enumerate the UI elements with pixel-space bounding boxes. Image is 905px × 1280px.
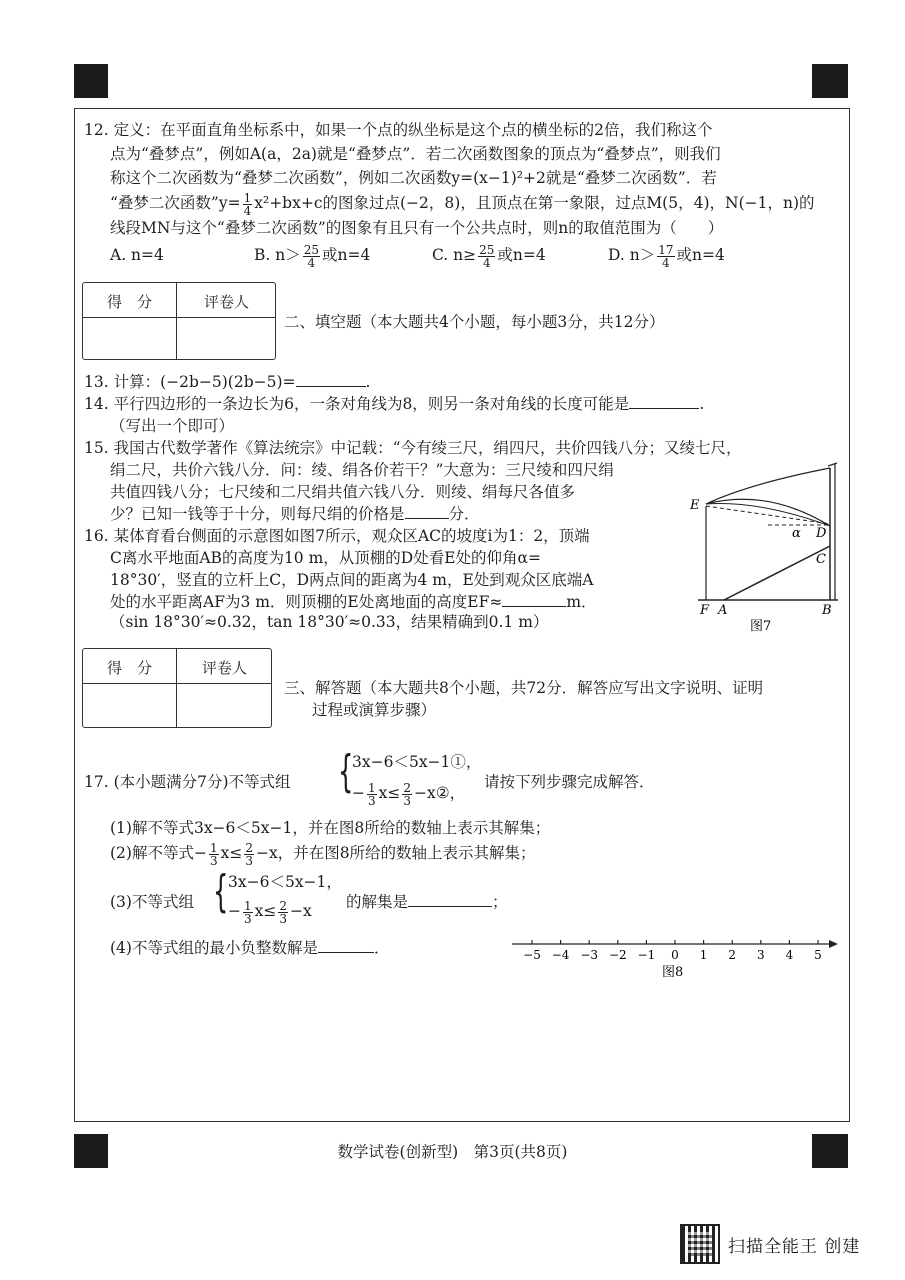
- option-b: [254, 240, 432, 270]
- q17-part3-post: [346, 892, 508, 912]
- option-b-post: 或n=4: [322, 246, 371, 264]
- qr-code-icon: [680, 1224, 720, 1264]
- fraction-denominator: 3: [403, 793, 412, 808]
- q12-line4: [110, 188, 815, 218]
- fraction-denominator: 3: [279, 911, 288, 926]
- arrow-icon: [829, 940, 838, 948]
- roof-lower-edge: [706, 503, 830, 526]
- q12-line4-pre: “叠梦二次函数”y=: [110, 194, 241, 212]
- fraction-denominator: 4: [243, 203, 252, 218]
- fraction-numerator: 2: [245, 840, 253, 855]
- fraction: [244, 842, 254, 867]
- fraction-denominator: 3: [368, 793, 376, 808]
- system-end: −x: [290, 902, 312, 920]
- option-a: A. n=4: [110, 246, 164, 264]
- option-d-post: 或n=4: [676, 246, 725, 264]
- label-E: E: [690, 498, 700, 513]
- stand-slope-AC: [724, 546, 830, 600]
- fraction-numerator: 2: [279, 898, 288, 913]
- tick-label: 4: [785, 948, 794, 962]
- q16-line2: C离水平地面AB的高度为10 m，从顶棚的D处看E处的仰角α=: [110, 549, 541, 567]
- pole-top-cap: [828, 463, 837, 466]
- fraction-numerator: 17: [658, 242, 674, 257]
- score-label: 得 分: [106, 659, 152, 677]
- tick-label: −2: [608, 948, 627, 962]
- q16-line4-pre: 处的水平距离AF为3 m．则顶棚的E处离地面的高度EF≈: [110, 593, 503, 611]
- fraction: [657, 244, 674, 269]
- q14-text: 14. 平行四边形的一条边长为6，一条对角线为8，则另一条对角线的长度可能是: [84, 395, 630, 413]
- registration-mark-top-left: [74, 64, 108, 98]
- fraction-denominator: 4: [482, 255, 491, 270]
- q17-intro: 17. (本小题满分7分)不等式组: [84, 773, 291, 791]
- part3-post: 的解集是: [346, 893, 409, 911]
- tick-label: −3: [580, 948, 599, 962]
- tick-label: 5: [814, 948, 822, 962]
- q17-system-line1: 3x−6＜5x−1①，: [352, 753, 482, 771]
- part4-text: (4)不等式组的最小负整数解是: [110, 939, 318, 957]
- answer-blank[interactable]: [502, 592, 566, 607]
- fraction: [278, 900, 288, 925]
- fraction: [243, 192, 253, 217]
- option-d: [608, 242, 725, 270]
- q17-instruction: 请按下列步骤完成解答．: [484, 773, 655, 791]
- figure-7: [688, 458, 848, 658]
- tick-label: 3: [756, 948, 765, 962]
- answer-blank[interactable]: [318, 938, 374, 953]
- fraction: [303, 244, 320, 269]
- option-b-pre: B. n＞: [254, 246, 301, 264]
- q15-line4-pre: 少？已知一钱等于十分，则每尺绢的价格是: [110, 505, 405, 523]
- label-alpha: α: [792, 526, 801, 541]
- q16-line5: （sin 18°30′≈0.32，tan 18°30′≈0.33，结果精确到0.1 m）: [110, 613, 549, 631]
- q12-line5: 线段MN与这个“叠梦二次函数”的图象有且只有一个公共点时，则n的取值范围为（ ）: [110, 219, 724, 237]
- fraction: [402, 782, 412, 807]
- tick-label: −4: [551, 948, 570, 962]
- fraction-denominator: 4: [662, 255, 670, 270]
- score-box: [82, 282, 276, 360]
- qr-pattern: [688, 1232, 712, 1256]
- tick-label: 2: [728, 948, 737, 962]
- fraction: [367, 782, 377, 807]
- part4-end: ．: [373, 939, 390, 957]
- label-C: C: [816, 552, 826, 567]
- score-box: [82, 648, 272, 728]
- part2-pre: (2)解不等式−: [110, 844, 207, 862]
- answer-blank[interactable]: [296, 372, 366, 387]
- label-F: F: [700, 603, 710, 618]
- fraction-numerator: 1: [244, 898, 252, 913]
- q16-line1: 16. 某体育看台侧面的示意图如图7所示，观众区AC的坡度i为1：2，顶端: [84, 527, 590, 545]
- q13-text: 13. 计算：(−2b−5)(2b−5)=: [84, 373, 296, 391]
- tick-label: −5: [523, 948, 541, 962]
- part2-post: −x，并在图8所给的数轴上表示其解集；: [255, 844, 536, 862]
- score-box-divider: [176, 283, 177, 359]
- q17-part3-pre: (3)不等式组: [110, 893, 194, 911]
- q15-line1: 15. 我国古代数学著作《算法统宗》中记载：“今有绫三尺，绢四尺，共价四钱八分；又绫七尺，: [84, 439, 742, 457]
- q17-part3-system-line1: 3x−6＜5x−1，: [228, 873, 342, 891]
- system-mid: x≤: [254, 902, 277, 920]
- q17-part2: [110, 838, 536, 868]
- minus-sign: −: [352, 784, 365, 802]
- option-c-post: 或n=4: [497, 246, 546, 264]
- q14-line2: （写出一个即可）: [110, 417, 235, 435]
- answer-blank[interactable]: [408, 892, 492, 907]
- option-c-pre: C. n≥: [432, 246, 477, 264]
- option-c: [432, 240, 608, 270]
- fraction-denominator: 4: [307, 255, 316, 270]
- roof-canopy: [706, 468, 830, 504]
- registration-mark-top-right: [812, 64, 848, 98]
- q12-line4-post: x²+bx+c的图象过点(−2，8)，且顶点在第一象限，过点M(5，4)，N(−1，n)的: [254, 194, 815, 212]
- page-footer: 数学试卷(创新型) 第3页(共8页): [337, 1143, 568, 1161]
- tick-label: −1: [637, 948, 656, 962]
- q15-line4: [110, 504, 480, 524]
- part2-mid: x≤: [220, 844, 243, 862]
- part3-end: ；: [492, 893, 508, 911]
- q15-line2: 绢二尺，共价六钱八分．问：绫、绢各价若干？”大意为：三尺绫和四尺绢: [110, 461, 614, 479]
- minus-sign: −: [228, 902, 241, 920]
- grader-label: 评卷人: [201, 659, 247, 677]
- label-D: D: [816, 526, 827, 541]
- figure-8-number-line: [508, 932, 838, 980]
- system-line2-mid: x≤: [378, 784, 401, 802]
- fraction: [209, 842, 219, 867]
- tick-label: 0: [671, 948, 679, 962]
- q13: 13. 计算：(−2b−5)(2b−5)= .: [84, 373, 371, 391]
- score-box-divider: [176, 649, 177, 727]
- fraction-numerator: 25: [479, 242, 495, 257]
- answer-blank[interactable]: [629, 394, 699, 409]
- label-B: B: [822, 603, 832, 618]
- q12-line3: 称这个二次函数为“叠梦二次函数”，例如二次函数y=(x−1)²+2就是“叠梦二次函数”．若: [110, 169, 717, 187]
- system-line2-end: −x②，: [414, 784, 466, 802]
- q17-system-line2: [352, 778, 465, 808]
- q17-part3-system-line2: [228, 896, 312, 926]
- q12-line2: 点为“叠梦点”，例如A(a，2a)就是“叠梦点”．若二次函数图象的顶点为“叠梦点”，则我们: [110, 145, 721, 163]
- fraction: [243, 900, 253, 925]
- option-d-pre: D. n＞: [608, 246, 656, 264]
- q14-line1: 14. 平行四边形的一条边长为6，一条对角线为8，则另一条对角线的长度可能是 .: [84, 395, 705, 413]
- label-A: A: [718, 603, 728, 618]
- q17-part1: (1)解不等式3x−6＜5x−1，并在图8所给的数轴上表示其解集；: [110, 819, 551, 837]
- answer-blank[interactable]: [405, 504, 449, 519]
- tick-label: 1: [699, 948, 708, 962]
- grader-label: 评卷人: [203, 293, 249, 311]
- score-label: 得 分: [106, 293, 152, 311]
- q16-line4-post: m．: [566, 593, 597, 611]
- fraction-denominator: 3: [244, 911, 252, 926]
- fraction-numerator: 1: [368, 780, 376, 795]
- fraction-numerator: 1: [243, 190, 252, 205]
- fraction-numerator: 25: [303, 242, 320, 257]
- q16-line4: [110, 592, 597, 612]
- figure-8-caption: 图8: [662, 965, 684, 980]
- fraction-numerator: 1: [209, 840, 218, 855]
- section-2-heading: 二、填空题（本大题共4个小题，每小题3分，共12分）: [284, 313, 665, 331]
- q15-line4-post: 分．: [448, 505, 480, 523]
- fraction-denominator: 3: [245, 853, 253, 868]
- fraction-numerator: 2: [403, 780, 412, 795]
- brace-icon: {: [338, 746, 354, 797]
- q12-line1: 12. 定义：在平面直角坐标系中，如果一个点的纵坐标是这个点的横坐标的2倍，我们称这个: [84, 121, 713, 139]
- q15-line3: 共值四钱八分；七尺绫和二尺绢共值六钱八分．则绫、绢每尺各值多: [110, 483, 576, 501]
- scanner-watermark: 扫描全能王 创建: [728, 1237, 861, 1257]
- fraction-denominator: 3: [209, 853, 218, 868]
- section-3-heading-line2: 过程或演算步骤）: [312, 701, 437, 719]
- q12-options: [110, 240, 725, 270]
- figure-7-caption: 图7: [750, 619, 772, 634]
- brace-icon: {: [213, 866, 229, 917]
- section-3-heading-line1: 三、解答题（本大题共8个小题，共72分．解答应写出文字说明、证明: [284, 679, 764, 697]
- q16-line3: 18°30′，竖直的立杆上C，D两点间的距离为4 m，E处到观众区底端A: [110, 571, 594, 589]
- q17-part4: [110, 938, 389, 958]
- fraction: [478, 244, 495, 269]
